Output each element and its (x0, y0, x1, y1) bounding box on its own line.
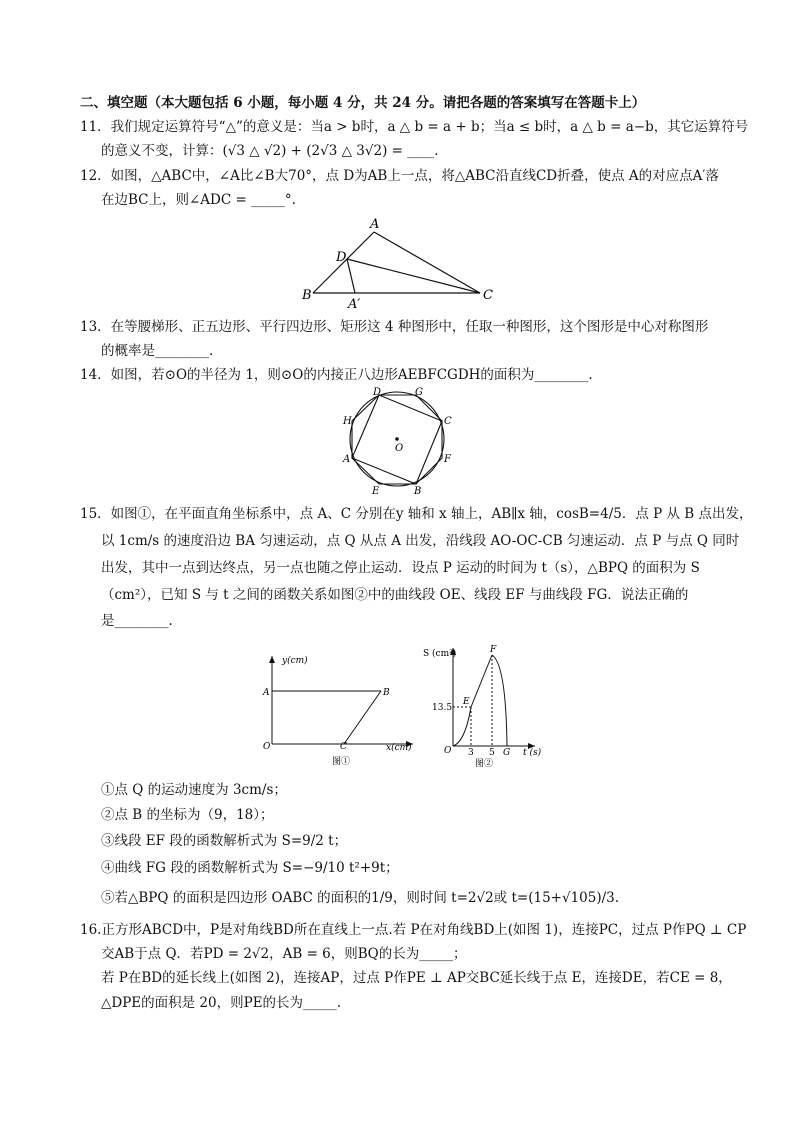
q14-label-f: F (444, 454, 451, 465)
q14-line1: 14．如图，若⊙O的半径为 1，则⊙O的内接正八边形AEBFCGDH的面积为________. (80, 367, 593, 383)
q14-label-e: E (372, 486, 380, 496)
fig1-y-label: y(cm) (282, 656, 308, 666)
fig2-y-label: S (cm²) (423, 649, 457, 659)
fig2-caption: 图② (475, 759, 494, 769)
q12-label-d: D (336, 250, 347, 265)
q12-triangle-figure (290, 215, 510, 310)
q16-line1: 16.正方形ABCD中，P是对角线BD所在直线上一点.若 P在对角线BD上(如图 1)，连接PC，过点 P作PQ ⊥ CP (80, 922, 747, 938)
q16-line3: 若 P在BD的延长线上(如图 2)，连接AP，过点 P作PE ⊥ AP交BC延长线于点 E，连接DE，若CE = 8， (101, 970, 732, 986)
q15-figure-1 (255, 648, 420, 768)
fig1-label-o: O (263, 742, 271, 752)
fig2-label-e: E (463, 697, 470, 707)
fig1-label-b: B (383, 688, 390, 698)
fig2-label-g: G (503, 748, 511, 758)
q15-option-5: ⑤若△BPQ 的面积是四边形 OABC 的面积的1/9，则时间 t=2√2或 t=(15+√105)/3. (101, 890, 620, 906)
q14-label-h: H (343, 416, 352, 427)
q15-line2: 以 1cm/s 的速度沿边 BA 匀速运动，点 Q 从点 A 出发，沿线段 AO-OC-CB 匀速运动．点 P 与点 Q 同时 (101, 533, 740, 549)
fig1-label-a: A (263, 688, 270, 698)
q15-option-4: ④曲线 FG 段的函数解析式为 S=−9/10 t²+9t； (101, 860, 399, 876)
q15-option-3: ③线段 EF 段的函数解析式为 S=9/2 t； (101, 833, 348, 849)
q12-line1: 12．如图，△ABC中，∠A比∠B大70°，点 D为AB上一点，将△ABC沿直线CD折叠，使点 A的对应点A′落 (80, 168, 719, 184)
fig2-y-tick: 13.5 (432, 703, 453, 713)
q15-option-1: ①点 Q 的运动速度为 3cm/s； (101, 782, 287, 798)
fig2-tick-3: 3 (468, 748, 474, 758)
q13-line2: 的概率是________. (101, 343, 214, 359)
q14-octagon-figure (338, 384, 456, 496)
q14-label-d: D (373, 387, 382, 398)
q12-label-b: B (302, 288, 312, 303)
q15-line3: 出发，其中一点到达终点，另一点也随之停止运动．设点 P 运动的时间为 t（s），△BPQ 的面积为 S (101, 560, 700, 576)
section-heading: 二、填空题（本大题包括 6 小题，每小题 4 分，共 24 分。请把各题的答案填写在答题卡上） (80, 95, 646, 111)
q15-figure-2 (420, 642, 550, 770)
q13-line1: 13．在等腰梯形、正五边形、平行四边形、矩形这 4 种图形中，任取一种图形，这个图形是中心对称图形 (80, 319, 709, 335)
q16-line4: △DPE的面积是 20，则PE的长为_____. (101, 995, 342, 1011)
q14-label-c: C (444, 416, 452, 427)
q15-line4: （cm²），已知 S 与 t 之间的函数关系如图②中的曲线段 OE、线段 EF 与曲线段 FG．说法正确的 (101, 587, 689, 603)
q12-line2: 在边BC上，则∠ADC = _____°. (101, 192, 296, 208)
q14-label-b: B (414, 486, 422, 496)
q11-line2: 的意义不变，计算：(√3 △ √2) + (2√3 △ 3√2) = ____. (101, 143, 439, 159)
q12-label-a: A (370, 217, 380, 232)
fig2-t-label: t (s) (523, 748, 542, 758)
fig2-tick-5: 5 (489, 748, 495, 758)
fig1-x-label: x(cm) (386, 743, 412, 753)
q16-line2: 交AB于点 Q．若PD = 2√2，AB = 6，则BQ的长为_____； (101, 946, 467, 962)
q14-label-a: A (343, 454, 351, 465)
q15-line5: 是________. (101, 613, 173, 629)
fig1-label-c: C (340, 742, 347, 752)
fig2-label-o: O (444, 746, 452, 756)
fig1-caption: 图① (332, 757, 351, 767)
q12-label-a-prime: A′ (348, 297, 361, 310)
q15-line1: 15．如图①，在平面直角坐标系中，点 A、C 分别在y 轴和 x 轴上，AB∥x 轴，cosB=4/5．点 P 从 B 点出发， (80, 506, 753, 522)
q15-option-2: ②点 B 的坐标为（9，18）； (101, 807, 274, 823)
fig2-label-f: F (490, 645, 497, 655)
q12-label-c: C (483, 288, 493, 303)
q14-label-g: G (415, 387, 423, 398)
q14-label-o: O (395, 443, 404, 454)
q11-line1: 11．我们规定运算符号“△”的意义是：当a > b时，a △ b = a + b；当a ≤ b时，a △ b = a−b，其它运算符号 (80, 119, 749, 135)
